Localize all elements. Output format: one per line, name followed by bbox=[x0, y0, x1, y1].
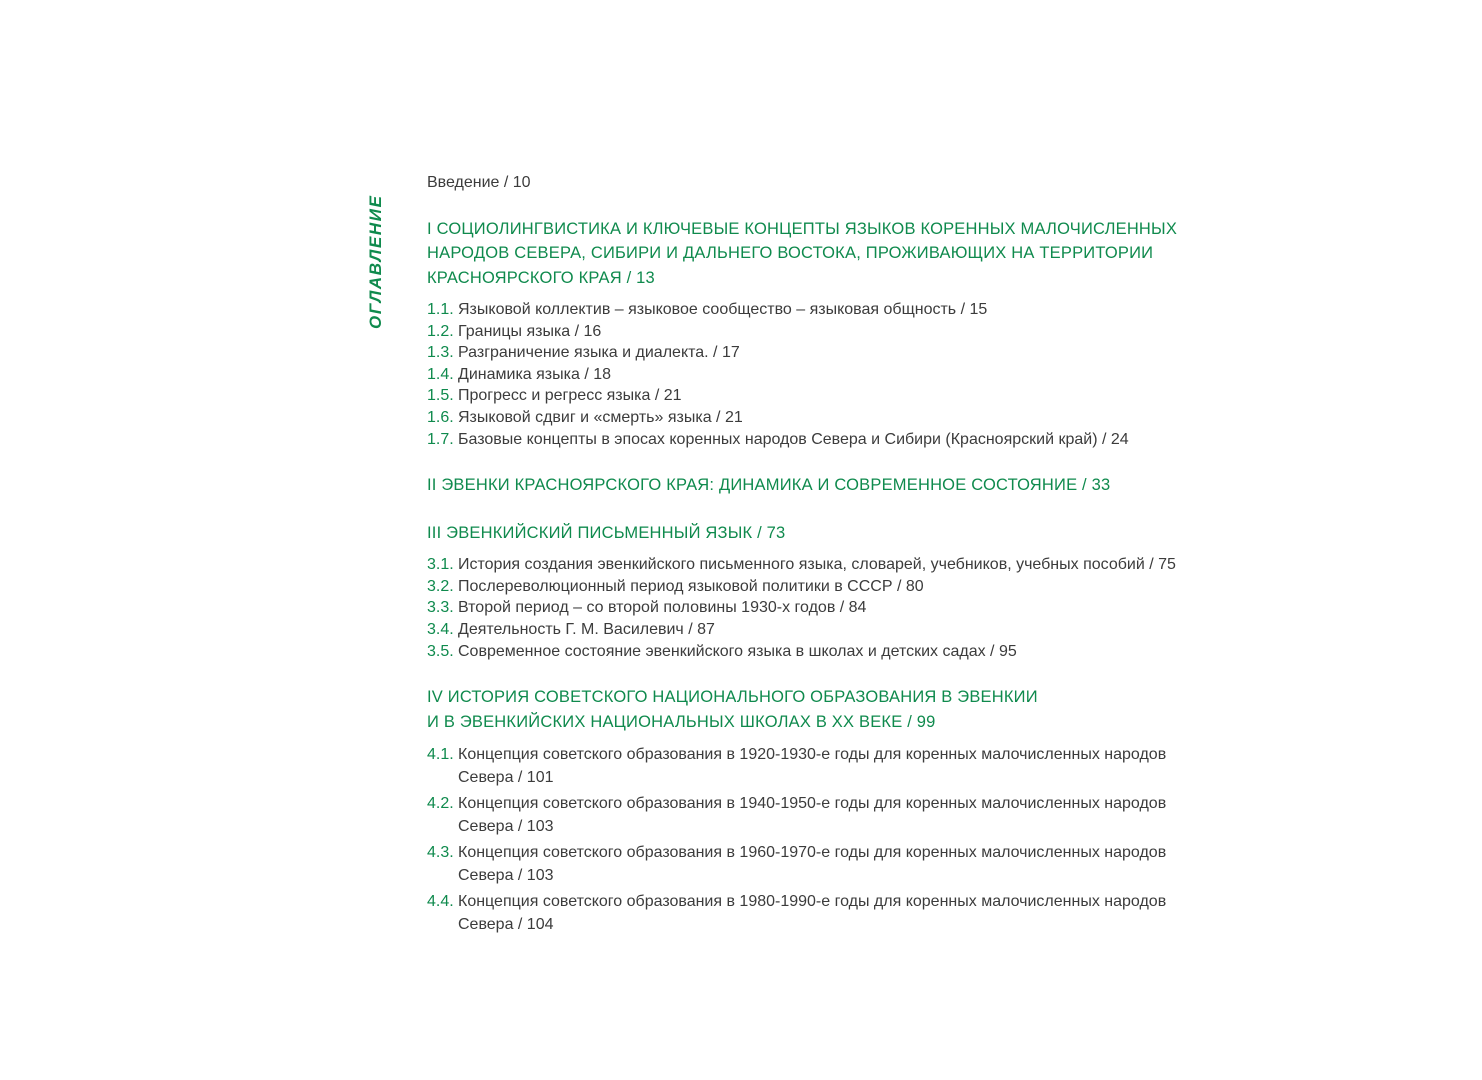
entry-text: Концепция советского образования в 1980-1990-е годы для коренных малочисленных народов bbox=[458, 893, 1167, 911]
toc-section-4 bbox=[427, 685, 1327, 936]
heading-line: II ЭВЕНКИ КРАСНОЯРСКОГО КРАЯ: ДИНАМИКА И СОВРЕМЕННОЕ СОСТОЯНИЕ / 33 bbox=[427, 476, 1111, 495]
entry-number: 4.3. bbox=[427, 844, 454, 862]
toc-entry bbox=[427, 407, 1327, 429]
toc-section-2 bbox=[427, 473, 1327, 498]
entry-text: Прогресс и регресс языка / 21 bbox=[458, 387, 682, 405]
entry-number: 1.4. bbox=[427, 365, 454, 383]
toc-section-3 bbox=[427, 521, 1327, 662]
entry-number: 3.2. bbox=[427, 577, 454, 595]
heading-line: КРАСНОЯРСКОГО КРАЯ / 13 bbox=[427, 268, 655, 287]
toc-entry bbox=[427, 576, 1327, 598]
heading-line: И В ЭВЕНКИЙСКИХ НАЦИОНАЛЬНЫХ ШКОЛАХ В XX ВЕКЕ / 99 bbox=[427, 712, 936, 731]
entry-text-continuation: Севера / 101 bbox=[458, 769, 554, 787]
entry-number: 3.4. bbox=[427, 621, 454, 639]
toc-entry bbox=[427, 321, 1327, 343]
entry-text: Послереволюционный период языковой политики в СССР / 80 bbox=[458, 577, 924, 595]
entry-text: Границы языка / 16 bbox=[458, 322, 602, 340]
section-2-heading bbox=[427, 473, 1327, 498]
toc-entry bbox=[427, 429, 1327, 451]
entry-number: 3.5. bbox=[427, 642, 454, 660]
entry-text: Языковой коллектив – языковое сообщество – языковая общность / 15 bbox=[458, 301, 988, 319]
entry-number: 1.6. bbox=[427, 409, 454, 427]
entry-number: 1.2. bbox=[427, 322, 454, 340]
toc-entry bbox=[427, 890, 1327, 936]
section-4-heading bbox=[427, 685, 1327, 734]
heading-line: IV ИСТОРИЯ СОВЕТСКОГО НАЦИОНАЛЬНОГО ОБРАЗОВАНИЯ В ЭВЕНКИИ bbox=[427, 688, 1038, 707]
section-3-heading bbox=[427, 521, 1327, 546]
section-1-heading bbox=[427, 217, 1327, 291]
entry-text: Разграничение языка и диалекта. / 17 bbox=[458, 344, 740, 362]
entry-text: Деятельность Г. М. Василевич / 87 bbox=[458, 621, 715, 639]
entry-number: 1.5. bbox=[427, 387, 454, 405]
toc-entry bbox=[427, 385, 1327, 407]
heading-line: НАРОДОВ СЕВЕРА, СИБИРИ И ДАЛЬНЕГО ВОСТОКА, ПРОЖИВАЮЩИХ НА ТЕРРИТОРИИ bbox=[427, 244, 1154, 263]
entry-text: Второй период – со второй половины 1930-х годов / 84 bbox=[458, 599, 867, 617]
entry-text: Концепция советского образования в 1940-1950-е годы для коренных малочисленных народов bbox=[458, 795, 1167, 813]
entry-text-continuation: Севера / 103 bbox=[458, 818, 554, 836]
entry-number: 3.3. bbox=[427, 599, 454, 617]
toc-entry bbox=[427, 364, 1327, 386]
toc-entry bbox=[427, 597, 1327, 619]
entry-text: Базовые концепты в эпосах коренных народов Севера и Сибири (Красноярский край) / 24 bbox=[458, 430, 1129, 448]
entry-text: Концепция советского образования в 1920-1930-е годы для коренных малочисленных народов bbox=[458, 746, 1167, 764]
toc-vertical-title: ОГЛАВЛЕНИЕ bbox=[366, 194, 385, 329]
entry-text-continuation: Севера / 104 bbox=[458, 916, 554, 934]
entry-text: История создания эвенкийского письменного языка, словарей, учебников, учебных пособий / 75 bbox=[458, 556, 1176, 574]
toc-entry bbox=[427, 299, 1327, 321]
heading-line: I СОЦИОЛИНГВИСТИКА И КЛЮЧЕВЫЕ КОНЦЕПТЫ ЯЗЫКОВ КОРЕННЫХ МАЛОЧИСЛЕННЫХ bbox=[427, 219, 1178, 238]
toc-entry bbox=[427, 554, 1327, 576]
toc-entry bbox=[427, 841, 1327, 887]
toc-entry bbox=[427, 792, 1327, 838]
toc-entry-introduction: Введение / 10 bbox=[427, 174, 531, 191]
toc-section-1 bbox=[427, 217, 1327, 451]
entry-number: 1.3. bbox=[427, 344, 454, 362]
entry-text: Динамика языка / 18 bbox=[458, 365, 612, 383]
entry-number: 4.2. bbox=[427, 795, 454, 813]
heading-line: III ЭВЕНКИЙСКИЙ ПИСЬМЕННЫЙ ЯЗЫК / 73 bbox=[427, 523, 786, 542]
toc-entry bbox=[427, 619, 1327, 641]
toc-content bbox=[427, 172, 1327, 936]
entry-text: Современное состояние эвенкийского языка в школах и детских садах / 95 bbox=[458, 642, 1017, 660]
entry-number: 1.7. bbox=[427, 430, 454, 448]
entry-text: Языковой сдвиг и «смерть» языка / 21 bbox=[458, 409, 743, 427]
entry-number: 1.1. bbox=[427, 301, 454, 319]
entry-number: 4.4. bbox=[427, 893, 454, 911]
entry-number: 4.1. bbox=[427, 746, 454, 764]
toc-entry bbox=[427, 743, 1327, 789]
toc-entry bbox=[427, 641, 1327, 663]
entry-text-continuation: Севера / 103 bbox=[458, 867, 554, 885]
toc-entry bbox=[427, 342, 1327, 364]
entry-number: 3.1. bbox=[427, 556, 454, 574]
entry-text: Концепция советского образования в 1960-1970-е годы для коренных малочисленных народов bbox=[458, 844, 1167, 862]
